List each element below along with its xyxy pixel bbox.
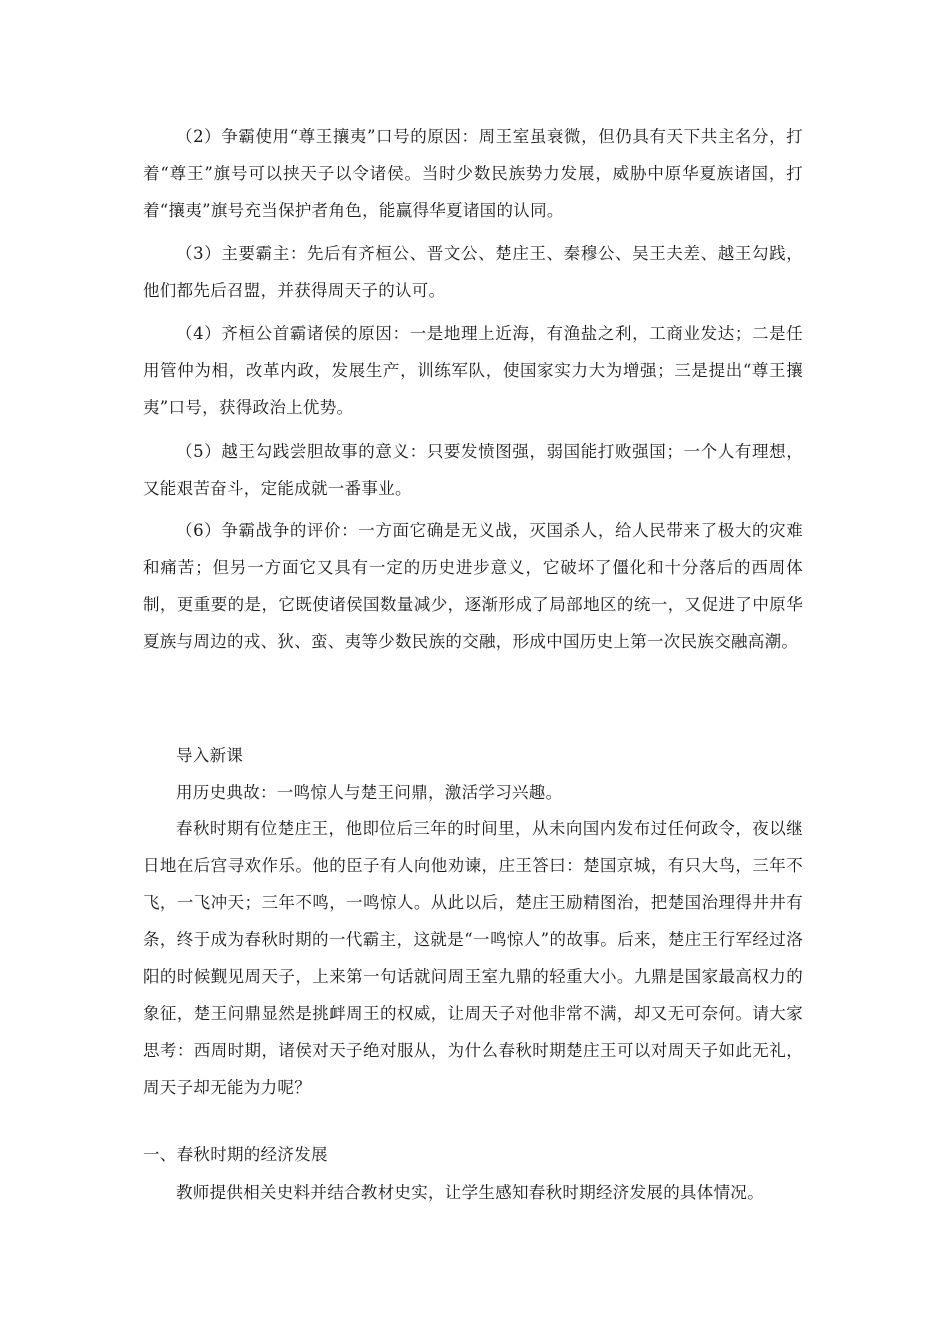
paragraph-point-6: （6）争霸战争的评价：一方面它确是无义战，灭国杀人，给人民带来了极大的灾难和痛苦；但另一方面它又具有一定的历史进步意义，它破坏了僵化和十分落后的西周体制，更重要的是，它既使诸侯国数量减少，逐渐形成了局部地区的统一，又促进了中原华夏族与周边的戎、狄、蛮、夷等少数民族的交融，形成中国历史上第一次民族交融高潮。 (143, 521, 803, 651)
paragraph-point-4: （4）齐桓公首霸诸侯的原因：一是地理上近海，有渔盐之利，工商业发达；二是任用管仲为相，改革内政，发展生产，训练军队，使国家实力大为增强；三是提出“尊王攘夷”口号，获得政治上优势。 (143, 324, 803, 417)
section-heading: 一、春秋时期的经济发展 (143, 1145, 328, 1164)
intro-line: 用历史典故：一鸣惊人与楚王问鼎，激活学习兴趣。 (176, 783, 563, 802)
intro-heading: 导入新课 (176, 746, 244, 765)
story-paragraph: 春秋时期有位楚庄王，他即位后三年的时间里，从未向国内发布过任何政令，夜以继日地在后宫寻欢作乐。他的臣子有人向他劝谏，庄王答曰：楚国京城，有只大鸟，三年不飞，一飞冲天；三年不鸣，一鸣惊人。从此以后，楚庄王励精图治，把楚国治理得井井有条，终于成为春秋时期的一代霸主，这就是“一鸣惊人”的故事。后来，楚庄王行军经过洛阳的时候觐见周天子，上来第一句话就问周王室九鼎的轻重大小。九鼎是国家最高权力的象征，楚王问鼎显然是挑衅周王的权威，让周天子对他非常不满，却又无可奈何。请大家思考：西周时期，诸侯对天子绝对服从，为什么春秋时期楚庄王可以对周天子如此无礼，周天子却无能为力呢？ (143, 819, 803, 1097)
paragraph-point-5: （5）越王勾践尝胆故事的意义：只要发愤图强，弱国能打败强国；一个人有理想，又能艰苦奋斗，定能成就一番事业。 (143, 442, 803, 498)
section-paragraph: 教师提供相关史料并结合教材史实，让学生感知春秋时期经济发展的具体情况。 (176, 1183, 764, 1202)
paragraph-point-2: （2）争霸使用“尊王攘夷”口号的原因：周王室虽衰微，但仍具有天下共主名分，打着“尊王”旗号可以挟天子以令诸侯。当时少数民族势力发展，威胁中原华夏族诸国，打着“攘夷”旗号充当保护者角色，能赢得华夏诸国的认同。 (143, 127, 803, 220)
paragraph-point-3: （3）主要霸主：先后有齐桓公、晋文公、楚庄王、秦穆公、吴王夫差、越王勾践，他们都先后召盟，并获得周天子的认可。 (143, 244, 803, 300)
